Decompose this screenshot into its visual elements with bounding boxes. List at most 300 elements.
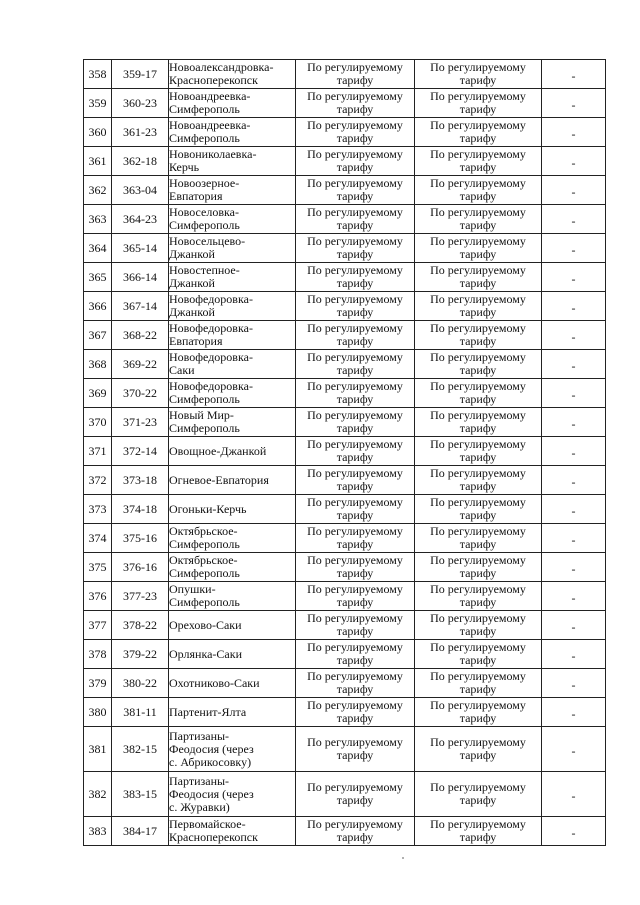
empty-cell xyxy=(542,582,606,611)
row-number xyxy=(84,408,112,437)
row-number-text: 363 xyxy=(88,211,107,226)
route-code-text: 379-22 xyxy=(123,646,157,661)
tariff-cell xyxy=(296,292,415,321)
tariff-cell xyxy=(415,263,542,292)
route-code xyxy=(112,234,169,263)
empty-cell-text: - xyxy=(571,532,576,547)
route-name xyxy=(169,582,296,611)
route-name xyxy=(169,437,296,466)
table-row xyxy=(84,466,606,495)
empty-cell xyxy=(542,437,606,466)
empty-cell xyxy=(542,524,606,553)
empty-cell xyxy=(542,553,606,582)
table-row xyxy=(84,118,606,147)
route-name-text: Новоандреевка- Симферополь xyxy=(169,89,251,116)
row-number xyxy=(84,553,112,582)
route-code-text: 383-15 xyxy=(123,786,157,801)
row-number-text: 369 xyxy=(88,385,107,400)
tariff-cell xyxy=(296,234,415,263)
table-row xyxy=(84,234,606,263)
tariff-cell-text: По регулируемому тарифу xyxy=(307,466,403,493)
tariff-cell-text: По регулируемому тарифу xyxy=(307,698,403,725)
tariff-cell-text: По регулируемому тарифу xyxy=(307,379,403,406)
route-name-text: Октябрьское- Симферополь xyxy=(169,524,240,551)
tariff-cell-text: По регулируемому тарифу xyxy=(430,698,526,725)
route-name xyxy=(169,466,296,495)
empty-cell xyxy=(542,669,606,698)
row-number xyxy=(84,263,112,292)
tariff-cell xyxy=(296,772,415,817)
tariff-cell-text: По регулируемому тарифу xyxy=(307,582,403,609)
route-code xyxy=(112,437,169,466)
route-code xyxy=(112,89,169,118)
tariff-cell-text: По регулируемому тарифу xyxy=(307,263,403,290)
tariff-cell-text: По регулируемому тарифу xyxy=(430,640,526,667)
row-number xyxy=(84,524,112,553)
tariff-cell xyxy=(296,466,415,495)
empty-cell-text: - xyxy=(571,561,576,576)
route-name xyxy=(169,524,296,553)
tariff-cell-text: По регулируемому тарифу xyxy=(307,205,403,232)
row-number-text: 362 xyxy=(88,182,107,197)
tariff-cell xyxy=(296,408,415,437)
tariff-cell-text: По регулируемому тарифу xyxy=(430,205,526,232)
row-number xyxy=(84,495,112,524)
empty-cell-text: - xyxy=(571,503,576,518)
route-name-text: Орлянка-Саки xyxy=(169,646,242,661)
tariff-cell xyxy=(296,118,415,147)
empty-cell-text: - xyxy=(571,184,576,199)
tariff-cell xyxy=(296,611,415,640)
tariff-cell-text: По регулируемому тарифу xyxy=(430,321,526,348)
tariff-cell xyxy=(415,379,542,408)
tariff-cell xyxy=(296,60,415,89)
tariff-cell xyxy=(415,89,542,118)
tariff-cell xyxy=(415,408,542,437)
tariff-cell-text: По регулируемому тарифу xyxy=(430,118,526,145)
empty-cell xyxy=(542,321,606,350)
route-code-text: 377-23 xyxy=(123,588,157,603)
row-number xyxy=(84,640,112,669)
tariff-cell xyxy=(296,669,415,698)
tariff-cell-text: По регулируемому тарифу xyxy=(430,292,526,319)
route-code-text: 365-14 xyxy=(123,240,157,255)
row-number xyxy=(84,176,112,205)
tariff-cell-text: По регулируемому тарифу xyxy=(307,118,403,145)
row-number-text: 376 xyxy=(88,588,107,603)
empty-cell-text: - xyxy=(571,358,576,373)
route-name xyxy=(169,350,296,379)
empty-cell-text: - xyxy=(571,300,576,315)
tariff-cell-text: По регулируемому тарифу xyxy=(307,640,403,667)
route-code xyxy=(112,60,169,89)
empty-cell xyxy=(542,205,606,234)
row-number-text: 360 xyxy=(88,124,107,139)
route-name-text: Партизаны- Феодосия (через с. Абрикосовку) xyxy=(169,728,254,769)
route-name xyxy=(169,553,296,582)
row-number xyxy=(84,60,112,89)
empty-cell-text: - xyxy=(571,825,576,840)
tariff-cell-text: По регулируемому тарифу xyxy=(307,817,403,844)
row-number xyxy=(84,118,112,147)
route-name xyxy=(169,147,296,176)
tariff-cell-text: По регулируемому тарифу xyxy=(430,524,526,551)
row-number-text: 372 xyxy=(88,472,107,487)
empty-cell-text: - xyxy=(571,271,576,286)
row-number xyxy=(84,817,112,846)
route-name xyxy=(169,495,296,524)
tariff-cell xyxy=(415,698,542,727)
route-code xyxy=(112,147,169,176)
route-code-text: 372-14 xyxy=(123,443,157,458)
row-number xyxy=(84,466,112,495)
tariff-cell-text: По регулируемому тарифу xyxy=(430,89,526,116)
tariff-cell xyxy=(415,817,542,846)
row-number xyxy=(84,727,112,772)
table-row xyxy=(84,263,606,292)
tariff-cell xyxy=(415,350,542,379)
tariff-cell-text: По регулируемому тарифу xyxy=(307,408,403,435)
route-code-text: 369-22 xyxy=(123,356,157,371)
row-number xyxy=(84,147,112,176)
table-row xyxy=(84,89,606,118)
tariff-cell-text: По регулируемому тарифу xyxy=(307,60,403,87)
route-name-text: Новоандреевка- Симферополь xyxy=(169,118,251,145)
route-code-text: 373-18 xyxy=(123,472,157,487)
tariff-cell xyxy=(296,89,415,118)
row-number-text: 377 xyxy=(88,617,107,632)
route-name-text: Октябрьское- Симферополь xyxy=(169,553,240,580)
routes-table-body xyxy=(84,60,606,846)
row-number-text: 370 xyxy=(88,414,107,429)
row-number xyxy=(84,321,112,350)
route-code xyxy=(112,495,169,524)
tariff-cell-text: По регулируемому тарифу xyxy=(307,176,403,203)
route-code xyxy=(112,698,169,727)
route-code-text: 366-14 xyxy=(123,269,157,284)
route-code-text: 363-04 xyxy=(123,182,157,197)
tariff-cell xyxy=(415,524,542,553)
table-row xyxy=(84,553,606,582)
route-code-text: 364-23 xyxy=(123,211,157,226)
tariff-cell-text: По регулируемому тарифу xyxy=(307,611,403,638)
table-row xyxy=(84,321,606,350)
row-number-text: 374 xyxy=(88,530,107,545)
tariff-cell xyxy=(296,205,415,234)
tariff-cell xyxy=(415,234,542,263)
tariff-cell-text: По регулируемому тарифу xyxy=(430,437,526,464)
tariff-cell-text: По регулируемому тарифу xyxy=(430,466,526,493)
tariff-cell-text: По регулируемому тарифу xyxy=(430,350,526,377)
tariff-cell xyxy=(415,640,542,669)
row-number xyxy=(84,611,112,640)
tariff-cell xyxy=(296,495,415,524)
table-row xyxy=(84,379,606,408)
route-name-text: Новофедоровка- Симферополь xyxy=(169,379,253,406)
route-name-text: Новый Мир- Симферополь xyxy=(169,408,240,435)
row-number xyxy=(84,582,112,611)
tariff-cell xyxy=(415,727,542,772)
tariff-cell xyxy=(415,669,542,698)
table-row xyxy=(84,205,606,234)
route-name xyxy=(169,817,296,846)
tariff-cell xyxy=(415,466,542,495)
row-number xyxy=(84,350,112,379)
table-row xyxy=(84,408,606,437)
tariff-cell-text: По регулируемому тарифу xyxy=(430,611,526,638)
route-name-text: Партенит-Ялта xyxy=(169,704,247,719)
route-name xyxy=(169,292,296,321)
route-name xyxy=(169,611,296,640)
tariff-cell-text: По регулируемому тарифу xyxy=(430,817,526,844)
row-number-text: 359 xyxy=(88,95,107,110)
empty-cell xyxy=(542,727,606,772)
tariff-cell-text: По регулируемому тарифу xyxy=(430,669,526,696)
route-name-text: Новоселовка- Симферополь xyxy=(169,205,240,232)
tariff-cell-text: По регулируемому тарифу xyxy=(307,89,403,116)
empty-cell xyxy=(542,379,606,408)
table-row xyxy=(84,350,606,379)
row-number-text: 378 xyxy=(88,646,107,661)
route-code xyxy=(112,205,169,234)
empty-cell-text: - xyxy=(571,329,576,344)
empty-cell-text: - xyxy=(571,648,576,663)
row-number-text: 358 xyxy=(88,66,107,81)
route-name xyxy=(169,772,296,817)
empty-cell xyxy=(542,60,606,89)
tariff-cell-text: По регулируемому тарифу xyxy=(430,176,526,203)
table-row xyxy=(84,437,606,466)
tariff-cell xyxy=(296,379,415,408)
tariff-cell-text: По регулируемому тарифу xyxy=(430,147,526,174)
tariff-cell xyxy=(296,176,415,205)
table-row xyxy=(84,495,606,524)
row-number-text: 361 xyxy=(88,153,107,168)
route-code-text: 367-14 xyxy=(123,298,157,313)
empty-cell xyxy=(542,147,606,176)
route-code xyxy=(112,611,169,640)
empty-cell-text: - xyxy=(571,706,576,721)
empty-cell-text: - xyxy=(571,445,576,460)
tariff-cell xyxy=(296,437,415,466)
route-code xyxy=(112,118,169,147)
row-number-text: 375 xyxy=(88,559,107,574)
tariff-cell xyxy=(415,147,542,176)
table-row xyxy=(84,176,606,205)
row-number-text: 371 xyxy=(88,443,107,458)
tariff-cell xyxy=(415,582,542,611)
table-row xyxy=(84,292,606,321)
tariff-cell xyxy=(415,60,542,89)
route-code-text: 359-17 xyxy=(123,66,157,81)
route-code xyxy=(112,350,169,379)
route-code xyxy=(112,669,169,698)
route-name xyxy=(169,698,296,727)
route-name-text: Новосельцево- Джанкой xyxy=(169,234,246,261)
tariff-cell-text: По регулируемому тарифу xyxy=(430,582,526,609)
table-row xyxy=(84,611,606,640)
tariff-cell xyxy=(415,118,542,147)
row-number-text: 383 xyxy=(88,823,107,838)
row-number xyxy=(84,772,112,817)
tariff-cell-text: По регулируемому тарифу xyxy=(307,350,403,377)
route-name xyxy=(169,727,296,772)
empty-cell-text: - xyxy=(571,619,576,634)
route-code-text: 362-18 xyxy=(123,153,157,168)
route-name xyxy=(169,640,296,669)
row-number xyxy=(84,89,112,118)
tariff-cell-text: По регулируемому тарифу xyxy=(307,553,403,580)
route-name-text: Новониколаевка- Керчь xyxy=(169,147,257,174)
tariff-cell xyxy=(296,817,415,846)
tariff-cell-text: По регулируемому тарифу xyxy=(307,437,403,464)
table-row xyxy=(84,772,606,817)
empty-cell xyxy=(542,234,606,263)
row-number-text: 366 xyxy=(88,298,107,313)
tariff-cell xyxy=(415,321,542,350)
tariff-cell xyxy=(296,727,415,772)
page-mark xyxy=(402,857,404,859)
route-code xyxy=(112,772,169,817)
route-code-text: 380-22 xyxy=(123,675,157,690)
tariff-cell-text: По регулируемому тарифу xyxy=(430,408,526,435)
tariff-cell-text: По регулируемому тарифу xyxy=(430,379,526,406)
route-code-text: 370-22 xyxy=(123,385,157,400)
empty-cell xyxy=(542,466,606,495)
row-number xyxy=(84,669,112,698)
table-row xyxy=(84,640,606,669)
tariff-cell xyxy=(415,437,542,466)
table-row xyxy=(84,60,606,89)
row-number xyxy=(84,379,112,408)
route-code xyxy=(112,640,169,669)
empty-cell xyxy=(542,817,606,846)
route-code-text: 368-22 xyxy=(123,327,157,342)
route-name-text: Новофедоровка- Джанкой xyxy=(169,292,253,319)
route-code xyxy=(112,321,169,350)
route-code-text: 360-23 xyxy=(123,95,157,110)
tariff-cell-text: По регулируемому тарифу xyxy=(307,780,403,807)
empty-cell xyxy=(542,292,606,321)
row-number-text: 379 xyxy=(88,675,107,690)
tariff-cell xyxy=(415,772,542,817)
route-name xyxy=(169,205,296,234)
row-number xyxy=(84,234,112,263)
empty-cell-text: - xyxy=(571,788,576,803)
tariff-cell-text: По регулируемому тарифу xyxy=(307,147,403,174)
tariff-cell xyxy=(296,350,415,379)
row-number-text: 373 xyxy=(88,501,107,516)
route-name xyxy=(169,234,296,263)
row-number xyxy=(84,698,112,727)
route-name xyxy=(169,89,296,118)
route-name-text: Новофедоровка- Евпатория xyxy=(169,321,253,348)
table-row xyxy=(84,698,606,727)
empty-cell xyxy=(542,495,606,524)
route-code xyxy=(112,379,169,408)
tariff-cell-text: По регулируемому тарифу xyxy=(430,735,526,762)
route-code-text: 382-15 xyxy=(123,741,157,756)
empty-cell-text: - xyxy=(571,213,576,228)
route-name-text: Первомайское- Красноперекопск xyxy=(169,817,258,844)
tariff-cell xyxy=(296,263,415,292)
tariff-cell xyxy=(296,582,415,611)
route-code xyxy=(112,553,169,582)
route-name xyxy=(169,379,296,408)
row-number-text: 364 xyxy=(88,240,107,255)
table-row xyxy=(84,582,606,611)
row-number xyxy=(84,292,112,321)
row-number-text: 368 xyxy=(88,356,107,371)
tariff-cell-text: По регулируемому тарифу xyxy=(430,60,526,87)
tariff-cell-text: По регулируемому тарифу xyxy=(430,780,526,807)
empty-cell xyxy=(542,263,606,292)
route-name xyxy=(169,176,296,205)
empty-cell xyxy=(542,408,606,437)
tariff-cell xyxy=(296,640,415,669)
tariff-cell xyxy=(415,553,542,582)
table-row xyxy=(84,727,606,772)
route-code xyxy=(112,582,169,611)
tariff-cell xyxy=(415,205,542,234)
tariff-cell xyxy=(296,147,415,176)
tariff-cell-text: По регулируемому тарифу xyxy=(307,524,403,551)
tariff-cell-text: По регулируемому тарифу xyxy=(430,234,526,261)
tariff-cell-text: По регулируемому тарифу xyxy=(430,495,526,522)
row-number xyxy=(84,205,112,234)
route-code xyxy=(112,466,169,495)
route-code-text: 378-22 xyxy=(123,617,157,632)
route-name-text: Охотниково-Саки xyxy=(169,675,260,690)
table-row xyxy=(84,147,606,176)
empty-cell-text: - xyxy=(571,677,576,692)
route-code-text: 374-18 xyxy=(123,501,157,516)
tariff-cell xyxy=(415,292,542,321)
empty-cell-text: - xyxy=(571,474,576,489)
route-name-text: Новоозерное- Евпатория xyxy=(169,176,240,203)
route-code xyxy=(112,176,169,205)
empty-cell-text: - xyxy=(571,743,576,758)
tariff-cell-text: По регулируемому тарифу xyxy=(307,321,403,348)
tariff-cell-text: По регулируемому тарифу xyxy=(307,669,403,696)
route-name xyxy=(169,118,296,147)
empty-cell-text: - xyxy=(571,97,576,112)
route-name-text: Новостепное- Джанкой xyxy=(169,263,240,290)
empty-cell xyxy=(542,772,606,817)
tariff-cell-text: По регулируемому тарифу xyxy=(307,292,403,319)
empty-cell-text: - xyxy=(571,387,576,402)
empty-cell-text: - xyxy=(571,416,576,431)
empty-cell-text: - xyxy=(571,126,576,141)
row-number-text: 380 xyxy=(88,704,107,719)
route-name-text: Огоньки-Керчь xyxy=(169,501,247,516)
route-code xyxy=(112,727,169,772)
route-code xyxy=(112,524,169,553)
tariff-cell xyxy=(415,611,542,640)
row-number-text: 365 xyxy=(88,269,107,284)
route-code-text: 376-16 xyxy=(123,559,157,574)
empty-cell xyxy=(542,611,606,640)
route-name xyxy=(169,263,296,292)
row-number xyxy=(84,437,112,466)
route-name-text: Овощное-Джанкой xyxy=(169,443,267,458)
table-row xyxy=(84,817,606,846)
tariff-cell xyxy=(296,321,415,350)
empty-cell-text: - xyxy=(571,590,576,605)
tariff-cell xyxy=(296,698,415,727)
empty-cell-text: - xyxy=(571,68,576,83)
route-code-text: 384-17 xyxy=(123,823,157,838)
